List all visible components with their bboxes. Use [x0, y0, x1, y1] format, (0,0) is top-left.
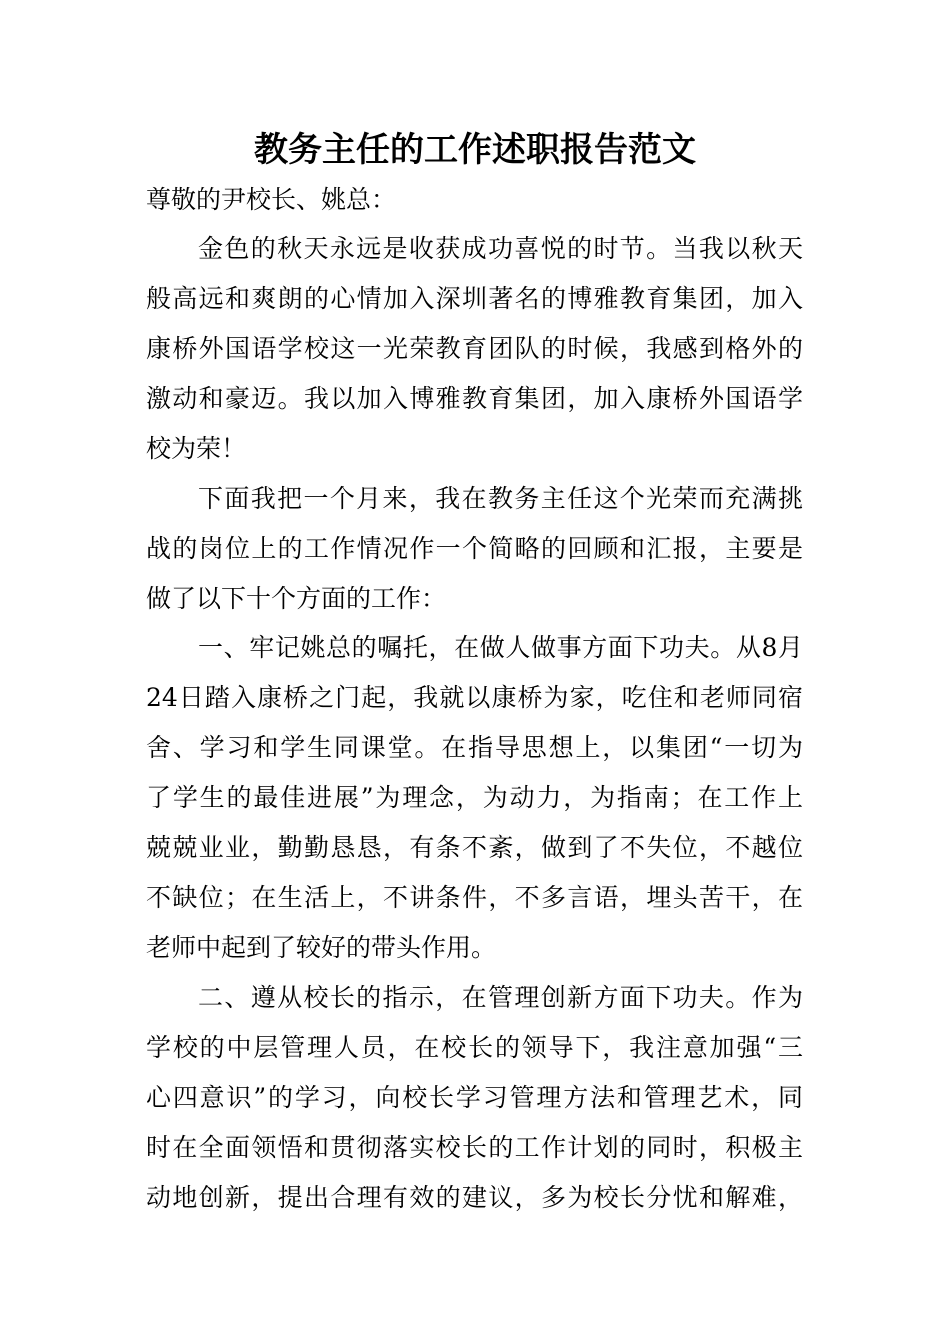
- paragraph-line: 时在全面领悟和贯彻落实校长的工作计划的同时，积极主: [146, 1133, 803, 1162]
- paragraph-line: 学校的中层管理人员，在校长的领导下，我注意加强“三: [146, 1033, 803, 1062]
- paragraph-line: 金色的秋天永远是收获成功喜悦的时节。当我以秋天: [198, 234, 803, 263]
- paragraph-line: 了学生的最佳进展”为理念，为动力，为指南；在工作上: [146, 783, 803, 812]
- paragraph-line: 舍、学习和学生同课堂。在指导思想上，以集团“一切为: [146, 733, 803, 762]
- paragraph-line: 一、牢记姚总的嘱托，在做人做事方面下功夫。从8月: [198, 633, 803, 662]
- paragraph-line: 校为荣！: [146, 434, 247, 463]
- paragraph-line: 下面我把一个月来，我在教务主任这个光荣而充满挑: [198, 484, 803, 513]
- paragraph-line: 般高远和爽朗的心情加入深圳著名的博雅教育集团，加入: [146, 284, 803, 313]
- paragraph-line: 不缺位；在生活上，不讲条件，不多言语，埋头苦干，在: [146, 883, 803, 912]
- paragraph-line: 动地创新，提出合理有效的建议，多为校长分忧和解难，: [146, 1183, 803, 1212]
- paragraph-line: 康桥外国语学校这一光荣教育团队的时候，我感到格外的: [146, 334, 803, 363]
- paragraph-line: 做了以下十个方面的工作：: [146, 584, 447, 613]
- paragraph-line: 老师中起到了较好的带头作用。: [146, 933, 497, 962]
- paragraph-line: 兢兢业业，勤勤恳恳，有条不紊，做到了不失位，不越位: [146, 833, 803, 862]
- paragraph-line: 24日踏入康桥之门起，我就以康桥为家，吃住和老师同宿: [146, 683, 803, 712]
- paragraph-line: 战的岗位上的工作情况作一个简略的回顾和汇报，主要是: [146, 534, 803, 563]
- paragraph-line: 心四意识”的学习，向校长学习管理方法和管理艺术，同: [146, 1083, 803, 1112]
- paragraph-line: 二、遵从校长的指示，在管理创新方面下功夫。作为: [198, 983, 803, 1012]
- salutation-line: 尊敬的尹校长、姚总：: [146, 185, 397, 214]
- paragraph-line: 激动和豪迈。我以加入博雅教育集团，加入康桥外国语学: [146, 384, 803, 413]
- document-title: 教务主任的工作述职报告范文: [254, 130, 696, 170]
